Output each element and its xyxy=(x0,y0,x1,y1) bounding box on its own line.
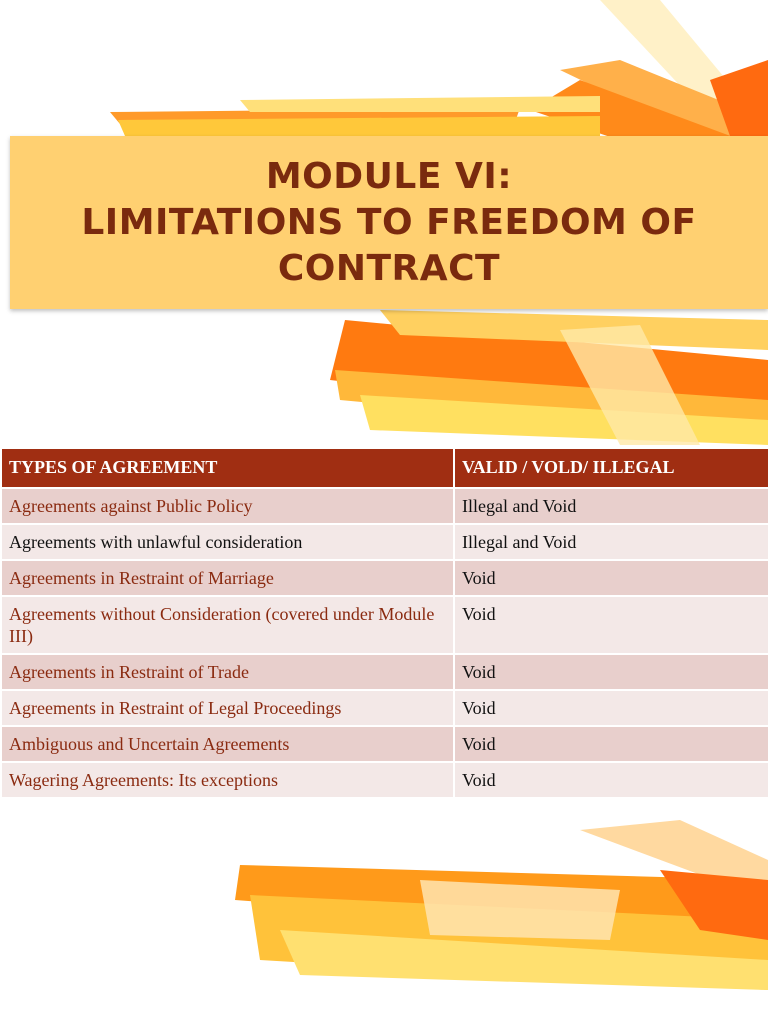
agreements-table xyxy=(0,447,768,799)
agreement-status-cell: Void xyxy=(454,690,768,726)
agreement-type-cell: Agreements in Restraint of Trade xyxy=(1,654,454,690)
table-row xyxy=(1,488,768,524)
agreement-type-cell: Ambiguous and Uncertain Agreements xyxy=(1,726,454,762)
title-banner xyxy=(10,136,768,309)
table-row xyxy=(1,596,768,654)
title-line-3: CONTRACT xyxy=(277,247,501,289)
agreement-type-cell: Agreements against Public Policy xyxy=(1,488,454,524)
table-row xyxy=(1,726,768,762)
agreement-type-cell: Agreements in Restraint of Marriage xyxy=(1,560,454,596)
agreement-status-cell: Void xyxy=(454,726,768,762)
title-line-1: MODULE VI: xyxy=(265,155,513,197)
table-row xyxy=(1,560,768,596)
agreement-status-cell: Void xyxy=(454,654,768,690)
agreement-type-cell: Agreements without Consideration (covered under Module III) xyxy=(1,596,454,654)
table-header-row xyxy=(1,448,768,488)
table-row xyxy=(1,762,768,798)
agreement-status-cell: Void xyxy=(454,560,768,596)
table-row xyxy=(1,524,768,560)
agreement-type-cell: Wagering Agreements: Its exceptions xyxy=(1,762,454,798)
title-line-2: LIMITATIONS TO FREEDOM OF xyxy=(81,201,697,243)
column-header-type: TYPES OF AGREEMENT xyxy=(1,448,454,488)
agreement-status-cell: Illegal and Void xyxy=(454,488,768,524)
agreement-status-cell: Void xyxy=(454,596,768,654)
stripe-shape xyxy=(240,96,600,112)
agreement-type-cell: Agreements in Restraint of Legal Proceedings xyxy=(1,690,454,726)
table-row xyxy=(1,654,768,690)
agreement-type-cell: Agreements with unlawful consideration xyxy=(1,524,454,560)
page-title xyxy=(81,154,696,292)
agreement-status-cell: Illegal and Void xyxy=(454,524,768,560)
column-header-status: VALID / VOLD/ ILLEGAL xyxy=(454,448,768,488)
table-row xyxy=(1,690,768,726)
agreement-status-cell: Void xyxy=(454,762,768,798)
stripe-shape xyxy=(420,880,620,940)
